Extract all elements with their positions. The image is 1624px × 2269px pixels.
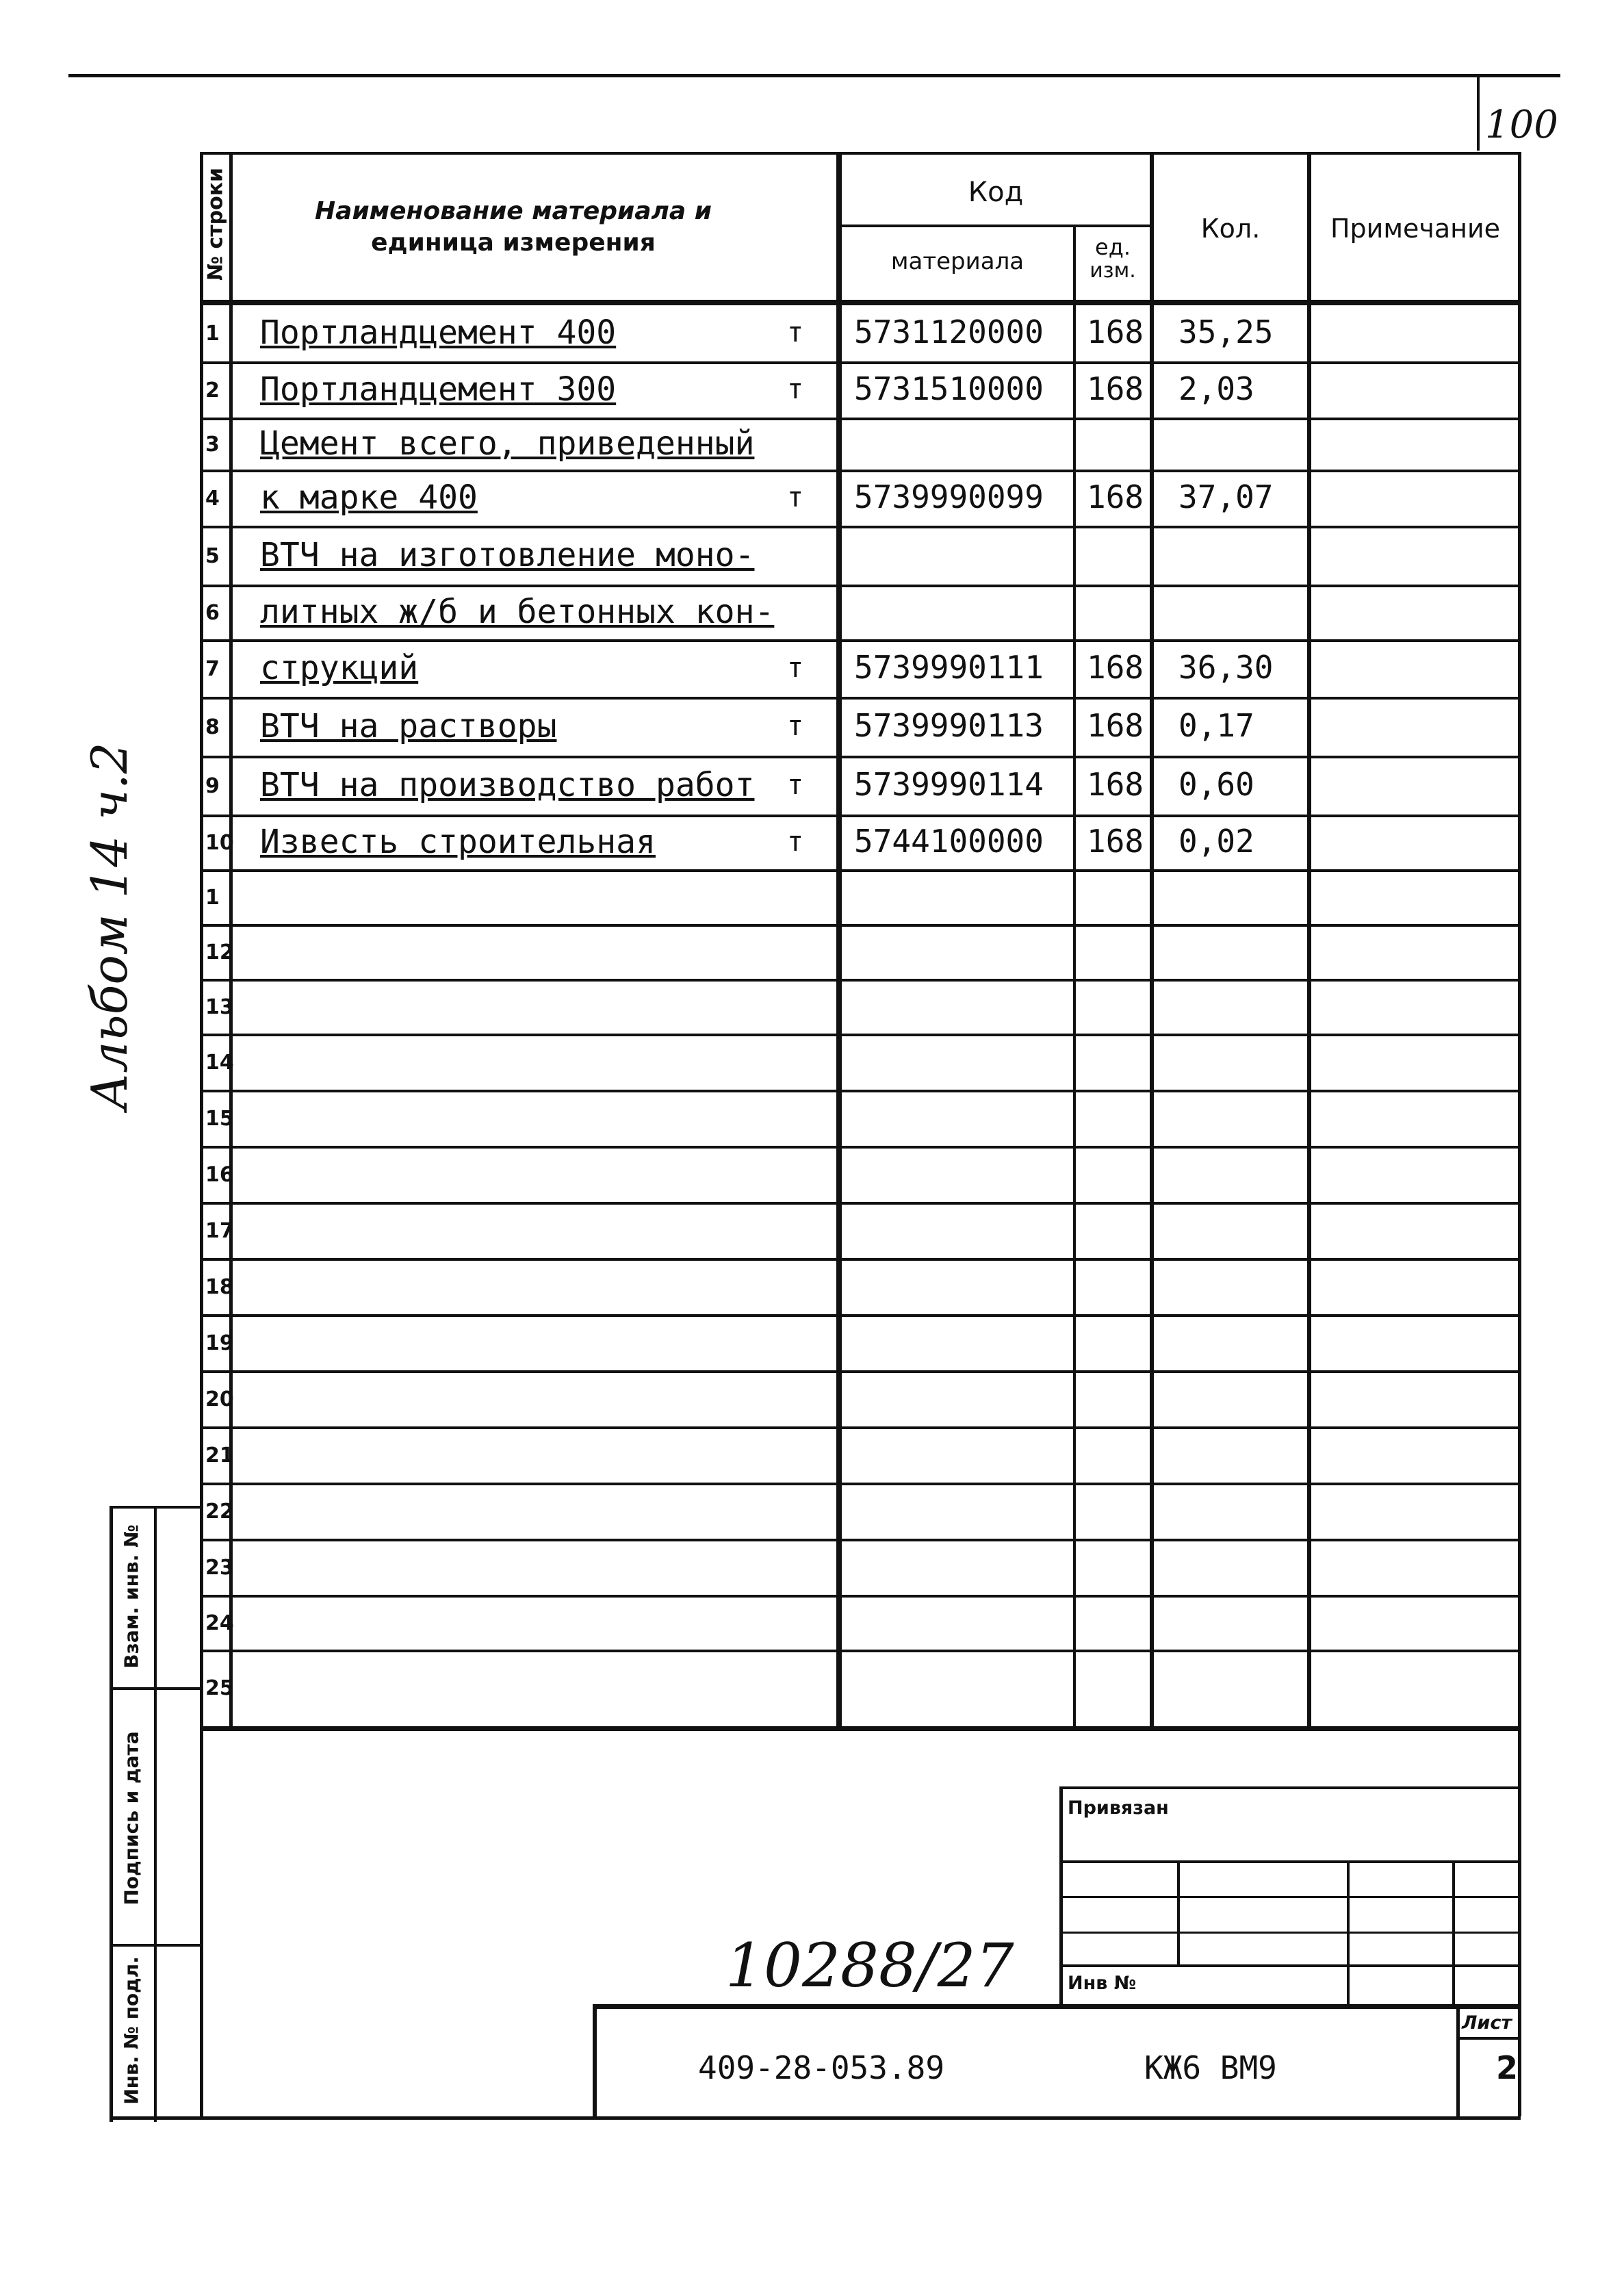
quantity: 2,03 <box>1178 370 1254 407</box>
header-qty: Кол. <box>1200 214 1261 244</box>
privyazan-row-4 <box>1059 1964 1521 1967</box>
row-number: 19 <box>205 1331 234 1355</box>
row-separator <box>200 470 1521 472</box>
row-separator <box>200 1202 1521 1205</box>
stamp-left-border <box>109 1506 113 2122</box>
row-separator <box>200 418 1521 420</box>
material-name: Портландцемент 400 <box>260 313 617 352</box>
row-number: 1 <box>205 322 220 346</box>
material-code: 5739990114 <box>854 766 1044 803</box>
row-number: 1 <box>205 886 220 910</box>
quantity: 0,60 <box>1178 766 1254 803</box>
table-left-border <box>200 152 203 2116</box>
unit-code: 168 <box>1087 707 1144 744</box>
row-separator <box>200 1090 1521 1092</box>
material-code: 5731510000 <box>854 370 1044 407</box>
unit-code-column-border <box>1073 226 1076 1730</box>
row-number: 17 <box>205 1219 234 1243</box>
row-number: 18 <box>205 1275 234 1299</box>
material-name: Портландцемент 300 <box>260 370 617 409</box>
quantity: 35,25 <box>1178 313 1274 350</box>
unit-code: 168 <box>1087 370 1144 407</box>
row-separator <box>200 815 1521 817</box>
row-separator <box>200 1146 1521 1149</box>
row-separator <box>200 979 1521 982</box>
quantity: 0,17 <box>1178 707 1254 744</box>
sheet-label: Лист <box>1462 2012 1512 2034</box>
material-name: ВТЧ на производство работ <box>260 766 755 804</box>
sheet-box-divider <box>1456 2037 1521 2040</box>
row-number: 15 <box>205 1107 234 1131</box>
header-material: материала <box>890 248 1024 275</box>
doc-number: 409-28-053.89 <box>698 2049 945 2086</box>
quantity: 0,02 <box>1178 823 1254 860</box>
top-border-line <box>68 74 1560 77</box>
code-column-border <box>1150 152 1154 1730</box>
row-number: 12 <box>205 940 234 964</box>
header-unit-line2: изм. <box>1090 259 1136 283</box>
header-name-line2: единица измерения <box>371 229 656 257</box>
privyazan-box-top <box>1059 1786 1521 1789</box>
material-code: 5739990099 <box>854 478 1044 515</box>
row-number: 14 <box>205 1051 234 1075</box>
unit-code: 168 <box>1087 766 1144 803</box>
stamp-inv-podl: Инв. № подл. <box>120 1956 143 2105</box>
unit-code: 168 <box>1087 478 1144 515</box>
table-bottom-border <box>200 1726 1521 1731</box>
row-separator <box>200 924 1521 927</box>
unit-code: 168 <box>1087 313 1144 350</box>
row-number: 25 <box>205 1676 234 1700</box>
material-name: струкций <box>260 649 419 687</box>
row-number: 2 <box>205 379 220 402</box>
privyazan-row-2 <box>1059 1896 1521 1898</box>
header-row-number: № строки <box>203 167 228 281</box>
privyazan-row-3 <box>1059 1932 1521 1934</box>
row-separator <box>200 1314 1521 1317</box>
stamp-vzam-inv: Взам. инв. № <box>120 1524 143 1669</box>
unit-label: т <box>787 710 804 742</box>
row-separator <box>200 1034 1521 1036</box>
quantity: 37,07 <box>1178 478 1274 515</box>
row-separator <box>200 639 1521 642</box>
stamp-bottom-border <box>109 2116 1521 2120</box>
stamp-mid-border <box>154 1506 157 2122</box>
header-bottom-border <box>200 300 1521 305</box>
row-separator <box>200 526 1521 528</box>
row-separator <box>200 1426 1521 1429</box>
row-number: 9 <box>205 774 220 798</box>
page-number-box-left <box>1477 77 1480 151</box>
row-number: 7 <box>205 657 220 681</box>
material-name: Известь строительная <box>260 823 656 861</box>
row-number: 3 <box>205 433 220 457</box>
sheet-value: 2 <box>1496 2049 1519 2086</box>
handwritten-number: 10288/27 <box>725 1930 1014 2001</box>
side-note: Альбом 14 ч.2 <box>81 742 138 1110</box>
stamp-divider-1 <box>109 1687 202 1690</box>
row-separator <box>200 1258 1521 1261</box>
doc-block-left <box>593 2004 597 2119</box>
header-name-line1: Наименование материала и <box>315 197 712 225</box>
privyazan-col-3 <box>1452 1860 1455 2005</box>
row-separator <box>200 756 1521 758</box>
row-separator <box>200 1539 1521 1541</box>
material-name: ВТЧ на растворы <box>260 707 557 745</box>
unit-code: 168 <box>1087 823 1144 860</box>
material-code: 5744100000 <box>854 823 1044 860</box>
unit-code: 168 <box>1087 649 1144 686</box>
row-number: 23 <box>205 1556 234 1580</box>
material-code: 5731120000 <box>854 313 1044 350</box>
row-number: 8 <box>205 715 220 739</box>
row-number: 20 <box>205 1387 234 1411</box>
privyazan-row-1 <box>1059 1860 1521 1863</box>
row-number: 21 <box>205 1444 234 1467</box>
row-number: 6 <box>205 601 220 625</box>
stamp-podpis-data: Подпись и дата <box>120 1731 143 1906</box>
row-number: 24 <box>205 1611 234 1635</box>
unit-label: т <box>787 482 804 513</box>
privyazan-label: Привязан <box>1068 1797 1169 1819</box>
unit-label: т <box>787 826 804 858</box>
row-number: 16 <box>205 1163 234 1187</box>
material-name: к марке 400 <box>260 478 478 517</box>
material-name: Цемент всего, приведенный <box>260 424 755 463</box>
material-name: ВТЧ на изготовление моно- <box>260 536 755 574</box>
privyazan-col-2 <box>1347 1860 1350 2005</box>
page-number: 100 <box>1485 103 1558 147</box>
row-separator <box>200 1483 1521 1485</box>
material-name: литных ж/б и бетонных кон- <box>260 593 775 631</box>
code-subheader-divider <box>836 225 1151 227</box>
unit-label: т <box>787 374 804 405</box>
sheet-box-left <box>1456 2004 1460 2119</box>
row-separator <box>200 697 1521 700</box>
header-note: Примечание <box>1330 214 1501 244</box>
table-right-border <box>1518 152 1521 2116</box>
row-separator <box>200 1650 1521 1652</box>
doc-code: КЖ6 ВМ9 <box>1144 2049 1277 2086</box>
row-number: 4 <box>205 487 220 511</box>
row-number: 10 <box>205 831 234 855</box>
unit-label: т <box>787 652 804 684</box>
row-number: 22 <box>205 1500 234 1524</box>
unit-label: т <box>787 769 804 801</box>
material-code: 5739990111 <box>854 649 1044 686</box>
name-column-border <box>836 152 842 1730</box>
row-separator <box>200 361 1521 364</box>
row-separator <box>200 1370 1521 1373</box>
qty-column-border <box>1307 152 1311 1730</box>
inv-no-label: Инв № <box>1068 1973 1137 1994</box>
header-unit-line1: ед. <box>1095 234 1131 260</box>
table-top-border <box>200 152 1521 155</box>
row-number: 13 <box>205 995 234 1019</box>
row-number: 5 <box>205 544 220 568</box>
header-code: Код <box>968 177 1024 208</box>
row-separator <box>200 1595 1521 1598</box>
doc-block-top <box>593 2004 1521 2009</box>
quantity: 36,30 <box>1178 649 1274 686</box>
unit-label: т <box>787 317 804 348</box>
row-separator <box>200 869 1521 872</box>
row-separator <box>200 585 1521 587</box>
privyazan-col-1 <box>1177 1860 1180 1964</box>
material-code: 5739990113 <box>854 707 1044 744</box>
